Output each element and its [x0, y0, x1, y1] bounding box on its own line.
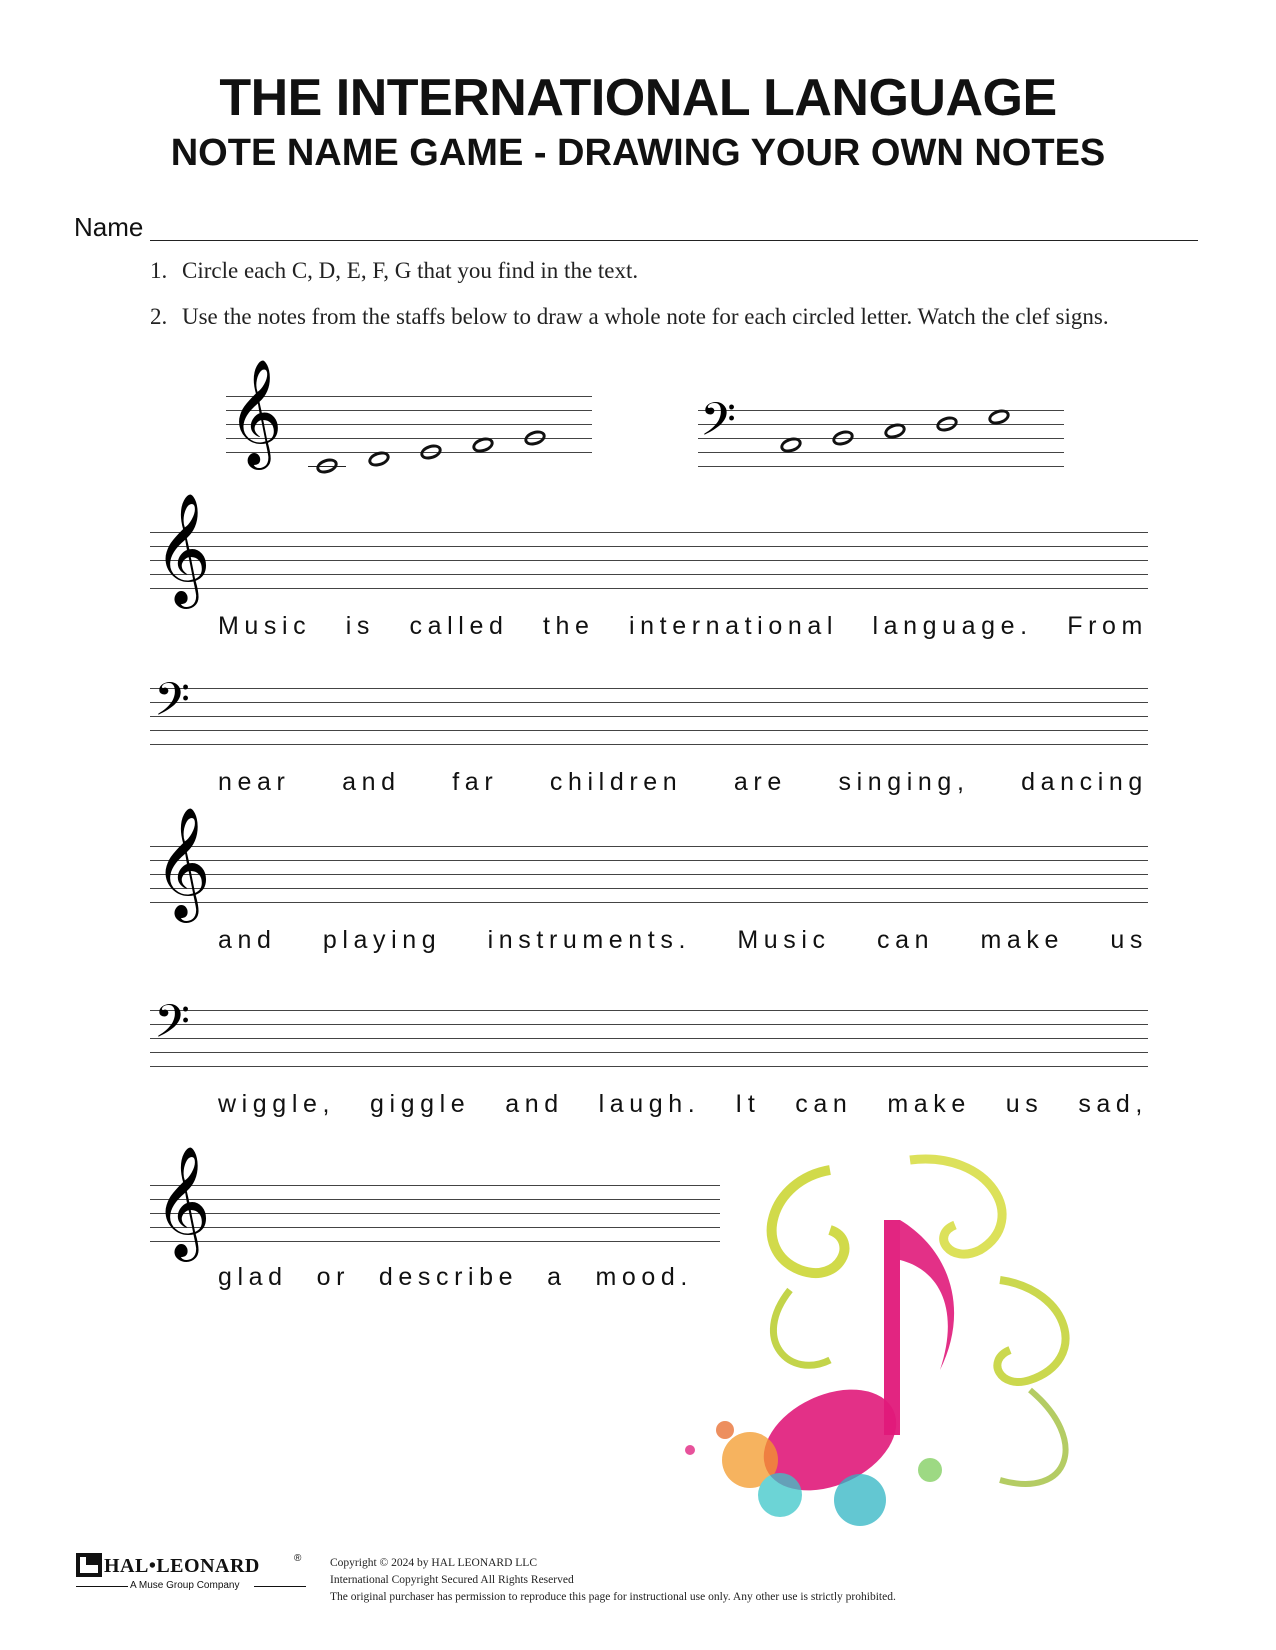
instruction-2 [150, 302, 1140, 366]
treble-clef-icon: 𝄞 [154, 806, 211, 918]
lyric-word: a [547, 1263, 567, 1291]
lyric-word: wiggle, [218, 1090, 336, 1118]
lyric-word: describe [378, 1263, 519, 1291]
lyric-word: make [980, 926, 1064, 954]
instruction-text: Circle each C, D, E, F, G that you find in the text. [182, 258, 639, 283]
lyric-word: far [452, 768, 499, 796]
lyric-word: and [342, 768, 401, 796]
hal-leonard-mark-icon [76, 1553, 102, 1577]
lyric-word: It [735, 1090, 761, 1118]
writing-staff-4[interactable] [150, 995, 1148, 1070]
copyright-line: The original purchaser has permission to reproduce this page for instructional use only. Any other use is strictly prohibited. [330, 1591, 896, 1603]
lyric-word: can [795, 1090, 853, 1118]
lyric-word: us [1110, 926, 1148, 954]
instruction-text: Use the notes from the staffs below to draw a whole note for each circled letter. Watch the clef signs. [182, 304, 1109, 329]
lyric-word: or [316, 1263, 350, 1291]
writing-staff-2[interactable] [150, 673, 1148, 748]
name-label: Name [74, 212, 144, 242]
lyric-word: Music [737, 926, 831, 954]
treble-clef-icon: 𝄞 [228, 358, 283, 465]
page-subtitle: NOTE NAME GAME - DRAWING YOUR OWN NOTES [170, 132, 1106, 174]
hal-leonard-logo [76, 1553, 306, 1603]
lyric-word: us [1005, 1090, 1044, 1118]
lyric-word: playing [322, 926, 442, 954]
lyric-word: dancing [1021, 768, 1148, 796]
logo-text: HAL•LEONARD [104, 1555, 260, 1577]
lyric-word: can [876, 926, 935, 954]
logo-registered: ® [294, 1553, 302, 1564]
whole-note-f [934, 414, 959, 434]
lyric-word: and [218, 926, 277, 954]
whole-note-c [314, 456, 339, 476]
lyric-word: called [409, 612, 509, 640]
decorative-music-note-art [530, 1140, 1150, 1540]
lyric-word: children [549, 768, 683, 796]
writing-staff-3[interactable] [150, 806, 1148, 918]
lyric-word: instruments. [487, 926, 691, 954]
lyric-line-2 [218, 768, 1148, 797]
lyric-word: sad, [1078, 1090, 1148, 1118]
lyric-word: singing, [838, 768, 970, 796]
whole-note-g [522, 428, 547, 448]
instruction-number: 1. [150, 258, 168, 283]
treble-clef-icon: 𝄞 [154, 492, 211, 604]
lyric-word: the [542, 612, 595, 640]
logo-divider [76, 1586, 128, 1587]
reference-treble-staff [226, 358, 592, 468]
lyric-word: is [345, 612, 376, 640]
bass-clef-icon: 𝄢 [154, 995, 191, 1060]
lyric-line-1 [218, 612, 1148, 641]
page-title: THE INTERNATIONAL LANGUAGE [219, 69, 1057, 127]
lyric-word: language. [872, 612, 1033, 640]
name-input-line[interactable] [150, 240, 1198, 241]
logo-tagline: A Muse Group Company [130, 1580, 240, 1591]
logo-divider [254, 1586, 306, 1587]
writing-staff-1[interactable] [150, 492, 1148, 604]
lyric-word: glad [218, 1263, 288, 1291]
lyric-word: and [505, 1090, 564, 1118]
lyric-word: make [887, 1090, 971, 1118]
lyric-word: international [628, 612, 838, 640]
lyric-word: From [1067, 612, 1148, 640]
copyright-line: Copyright © 2024 by HAL LEONARD LLC [330, 1557, 537, 1569]
lyric-word: Music [218, 612, 312, 640]
bass-clef-icon: 𝄢 [700, 393, 737, 458]
treble-clef-icon: 𝄞 [154, 1145, 211, 1257]
whole-note-e [418, 442, 443, 462]
copyright-notice [330, 1555, 896, 1606]
copyright-line: International Copyright Secured All Rights Reserved [330, 1574, 574, 1586]
lyric-word: mood. [595, 1263, 693, 1291]
lyric-word: laugh. [598, 1090, 701, 1118]
instruction-number: 2. [150, 304, 168, 329]
reference-bass-staff [698, 393, 1064, 468]
lyric-line-3 [218, 926, 1148, 955]
lyric-line-4 [218, 1090, 1148, 1119]
lyric-word: near [218, 768, 291, 796]
whole-note-d [830, 428, 855, 448]
lyric-word: are [733, 768, 787, 796]
bass-clef-icon: 𝄢 [154, 673, 191, 738]
lyric-word: giggle [369, 1090, 471, 1118]
instruction-1 [150, 256, 1140, 288]
